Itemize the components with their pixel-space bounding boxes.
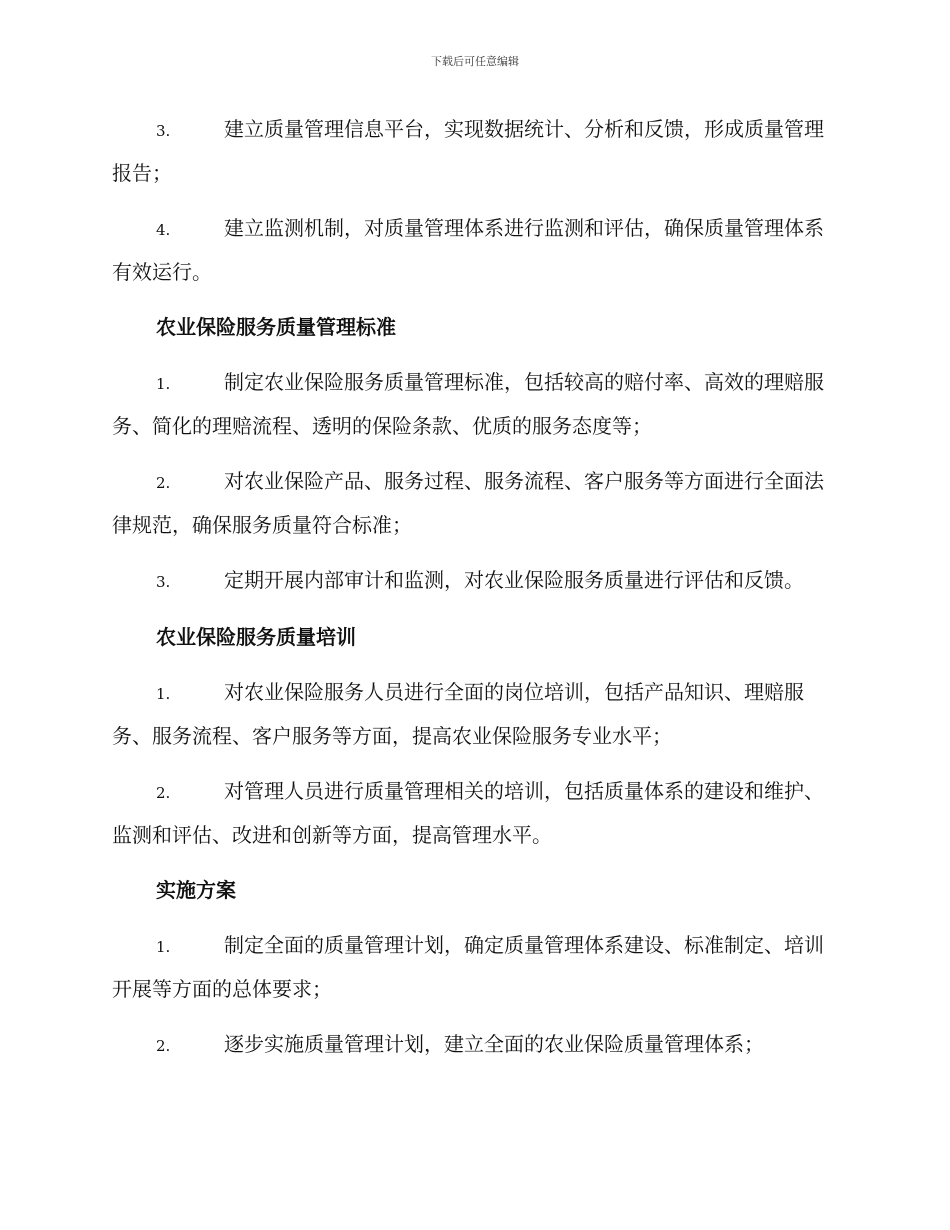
section-heading: 实施方案 bbox=[156, 878, 236, 902]
item-number: 3. bbox=[156, 122, 171, 140]
item-number: 2. bbox=[156, 474, 171, 492]
list-item bbox=[112, 460, 838, 546]
item-text: 逐步实施质量管理计划，建立全面的农业保险质量管理体系； bbox=[224, 1032, 764, 1056]
list-item bbox=[112, 361, 838, 447]
list-item bbox=[112, 559, 838, 603]
item-number: 1. bbox=[156, 938, 171, 956]
item-number: 1. bbox=[156, 685, 171, 703]
section-heading: 农业保险服务质量培训 bbox=[156, 625, 356, 649]
list-item bbox=[112, 924, 838, 1010]
list-item bbox=[112, 207, 838, 293]
list-item bbox=[112, 770, 838, 856]
item-number: 2. bbox=[156, 784, 171, 802]
list-item bbox=[112, 671, 838, 757]
item-number: 1. bbox=[156, 375, 171, 393]
section-heading: 农业保险服务质量管理标准 bbox=[156, 315, 396, 339]
item-number: 2. bbox=[156, 1037, 171, 1055]
item-text: 定期开展内部审计和监测，对农业保险服务质量进行评估和反馈。 bbox=[224, 568, 804, 592]
item-text: 建立质量管理信息平台，实现数据统计、分析和反馈，形成质量管理报告； bbox=[112, 117, 824, 185]
item-text: 对农业保险产品、服务过程、服务流程、客户服务等方面进行全面法律规范，确保服务质量符合标准； bbox=[112, 469, 824, 537]
page-header: 下载后可任意编辑 bbox=[431, 55, 519, 68]
item-number: 3. bbox=[156, 573, 171, 591]
document-body bbox=[112, 108, 838, 1080]
item-text: 对农业保险服务人员进行全面的岗位培训，包括产品知识、理赔服务、服务流程、客户服务等方面，提高农业保险服务专业水平； bbox=[112, 680, 804, 748]
item-text: 对管理人员进行质量管理相关的培训，包括质量体系的建设和维护、监测和评估、改进和创新等方面，提高管理水平。 bbox=[112, 779, 824, 847]
list-item bbox=[112, 108, 838, 194]
item-text: 建立监测机制，对质量管理体系进行监测和评估，确保质量管理体系有效运行。 bbox=[112, 216, 824, 284]
item-number: 4. bbox=[156, 221, 171, 239]
item-text: 制定农业保险服务质量管理标准，包括较高的赔付率、高效的理赔服务、简化的理赔流程、透明的保险条款、优质的服务态度等； bbox=[112, 370, 824, 438]
list-item bbox=[112, 1023, 838, 1067]
item-text: 制定全面的质量管理计划，确定质量管理体系建设、标准制定、培训开展等方面的总体要求； bbox=[112, 933, 824, 1001]
